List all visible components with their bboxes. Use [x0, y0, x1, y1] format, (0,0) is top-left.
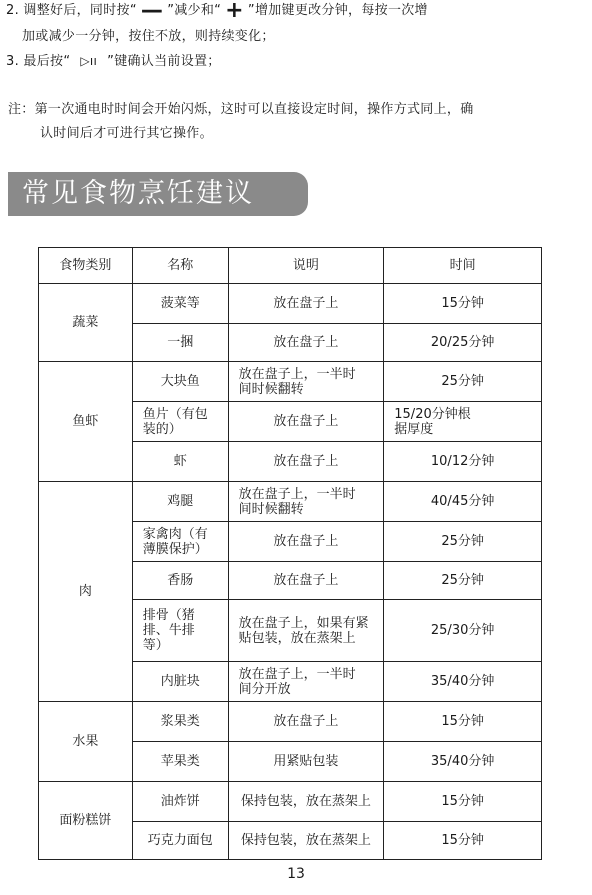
description-cell: 放在盘子上，一半时 间分开放	[228, 662, 384, 702]
name-cell: 巧克力面包	[132, 822, 228, 860]
section-title-banner	[8, 172, 308, 216]
step-2-text-c: ”增加键更改分钟，每按一次增	[247, 3, 428, 18]
table-row	[39, 702, 542, 742]
minus-icon: —	[140, 0, 164, 23]
table-row	[39, 284, 542, 324]
step-3-line	[6, 52, 221, 71]
name-cell: 菠菜等	[132, 284, 228, 324]
time-cell: 10/12分钟	[384, 442, 542, 482]
header-name: 名称	[132, 248, 228, 284]
description-cell: 放在盘子上，如果有紧 贴包装，放在蒸架上	[228, 600, 384, 662]
time-cell: 15分钟	[384, 822, 542, 860]
header-category: 食物类别	[39, 248, 133, 284]
note-line-2: 认时间后才可进行其它操作。	[40, 126, 213, 141]
description-cell: 放在盘子上	[228, 442, 384, 482]
category-cell: 水果	[39, 702, 133, 782]
step-3-text-b: ”键确认当前设置；	[107, 54, 221, 69]
note-line-1: 注：第一次通电时时间会开始闪烁，这时可以直接设定时间，操作方式同上，确	[8, 102, 474, 117]
name-cell: 苹果类	[132, 742, 228, 782]
description-cell: 放在盘子上	[228, 284, 384, 324]
time-cell: 15分钟	[384, 284, 542, 324]
play-pause-icon: ▷ıı	[80, 54, 98, 68]
name-cell: 鱼片（有包 装的）	[132, 402, 228, 442]
header-description: 说明	[228, 248, 384, 284]
name-cell: 大块鱼	[132, 362, 228, 402]
section-title: 常见食物烹饪建议	[22, 178, 254, 209]
name-cell: 一捆	[132, 324, 228, 362]
description-cell: 用紧贴包装	[228, 742, 384, 782]
cooking-table	[38, 247, 542, 860]
name-cell: 虾	[132, 442, 228, 482]
time-cell: 25分钟	[384, 522, 542, 562]
description-cell: 放在盘子上，一半时 间时候翻转	[228, 362, 384, 402]
time-cell: 35/40分钟	[384, 662, 542, 702]
description-cell: 保持包装，放在蒸架上	[228, 822, 384, 860]
table-header-row	[39, 248, 542, 284]
time-cell: 40/45分钟	[384, 482, 542, 522]
time-cell: 15分钟	[384, 782, 542, 822]
step-2-text-b: ”减少和“	[167, 3, 222, 18]
category-cell: 鱼虾	[39, 362, 133, 482]
step-3-text-a: 3. 最后按“	[6, 54, 71, 69]
time-cell: 35/40分钟	[384, 742, 542, 782]
time-cell: 20/25分钟	[384, 324, 542, 362]
description-cell: 保持包装，放在蒸架上	[228, 782, 384, 822]
name-cell: 排骨（猪 排、牛排 等）	[132, 600, 228, 662]
table-body	[39, 284, 542, 860]
name-cell: 家禽肉（有 薄膜保护）	[132, 522, 228, 562]
description-cell: 放在盘子上	[228, 522, 384, 562]
description-cell: 放在盘子上	[228, 562, 384, 600]
header-time: 时间	[384, 248, 542, 284]
table-row	[39, 482, 542, 522]
name-cell: 鸡腿	[132, 482, 228, 522]
time-cell: 25分钟	[384, 362, 542, 402]
description-cell: 放在盘子上	[228, 402, 384, 442]
step-2-line-2: 加或减少一分钟，按住不放，则持续变化；	[22, 29, 275, 44]
description-cell: 放在盘子上，一半时 间时候翻转	[228, 482, 384, 522]
description-cell: 放在盘子上	[228, 702, 384, 742]
time-cell: 15分钟	[384, 702, 542, 742]
step-2-line-1	[6, 0, 428, 23]
table-row	[39, 362, 542, 402]
time-cell: 25/30分钟	[384, 600, 542, 662]
table-row	[39, 782, 542, 822]
category-cell: 蔬菜	[39, 284, 133, 362]
description-cell: 放在盘子上	[228, 324, 384, 362]
step-2-text-a: 2. 调整好后，同时按“	[6, 3, 137, 18]
time-cell: 25分钟	[384, 562, 542, 600]
name-cell: 香肠	[132, 562, 228, 600]
name-cell: 内脏块	[132, 662, 228, 702]
time-cell: 15/20分钟根 据厚度	[384, 402, 542, 442]
plus-icon: +	[225, 0, 244, 23]
name-cell: 浆果类	[132, 702, 228, 742]
category-cell: 肉	[39, 482, 133, 702]
category-cell: 面粉糕饼	[39, 782, 133, 860]
name-cell: 油炸饼	[132, 782, 228, 822]
page-number: 13	[287, 866, 305, 882]
